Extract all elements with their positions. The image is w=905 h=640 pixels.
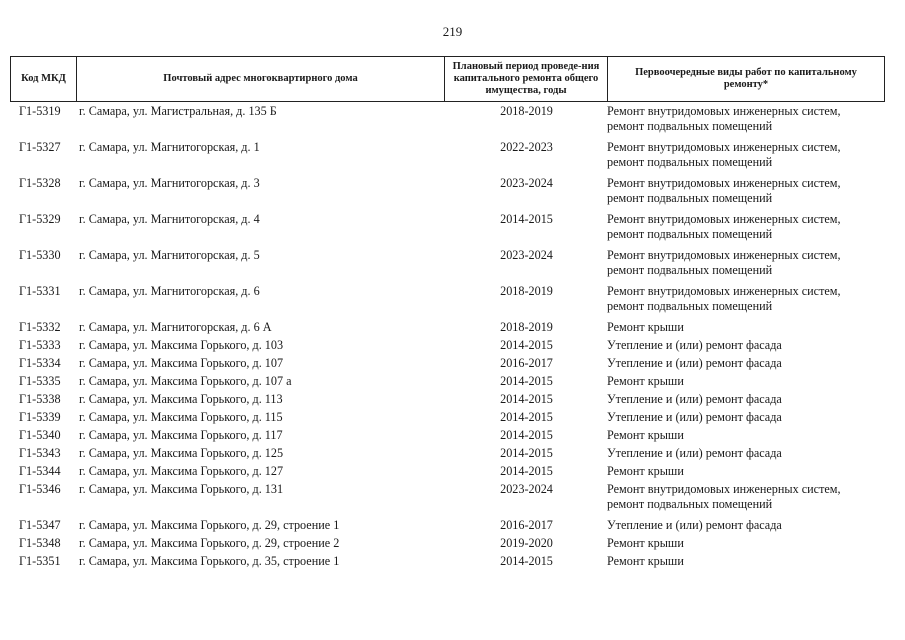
works-line: Ремонт крыши	[607, 428, 684, 442]
address-cell: г. Самара, ул. Магнитогорская, д. 6	[79, 284, 260, 298]
code-cell: Г1-5331	[19, 284, 61, 298]
address-cell: г. Самара, ул. Максима Горького, д. 107	[79, 356, 284, 370]
period-cell: 2019-2020	[500, 536, 553, 550]
period-cell: 2014-2015	[500, 554, 553, 568]
works-line: Утепление и (или) ремонт фасада	[607, 410, 782, 424]
works-cell	[607, 176, 841, 206]
works-cell	[607, 392, 782, 407]
header-code: Код МКД	[10, 57, 77, 101]
address-cell: г. Самара, ул. Максима Горького, д. 125	[79, 446, 284, 460]
works-line: Ремонт крыши	[607, 536, 684, 550]
code-cell: Г1-5339	[19, 410, 61, 424]
code-cell: Г1-5335	[19, 374, 61, 388]
address-cell: г. Самара, ул. Максима Горького, д. 103	[79, 338, 284, 352]
address-cell: г. Самара, ул. Максима Горького, д. 107 а	[79, 374, 292, 388]
period-cell: 2014-2015	[500, 410, 553, 424]
code-cell: Г1-5344	[19, 464, 61, 478]
works-line: ремонт подвальных помещений	[607, 497, 773, 511]
period-cell: 2018-2019	[500, 284, 553, 298]
works-cell	[607, 482, 841, 512]
works-line: ремонт подвальных помещений	[607, 155, 773, 169]
address-cell: г. Самара, ул. Максима Горького, д. 131	[79, 482, 284, 496]
works-cell	[607, 518, 782, 533]
code-cell: Г1-5319	[19, 104, 61, 118]
works-cell	[607, 356, 782, 371]
address-cell: г. Самара, ул. Магнитогорская, д. 6 А	[79, 320, 272, 334]
works-line: Ремонт крыши	[607, 554, 684, 568]
address-cell: г. Самара, ул. Магнитогорская, д. 3	[79, 176, 260, 190]
table-header	[10, 56, 885, 102]
address-cell: г. Самара, ул. Максима Горького, д. 127	[79, 464, 284, 478]
works-line: Ремонт внутридомовых инженерных систем,	[607, 248, 841, 262]
code-cell: Г1-5333	[19, 338, 61, 352]
address-cell: г. Самара, ул. Магнитогорская, д. 4	[79, 212, 260, 226]
code-cell: Г1-5348	[19, 536, 61, 550]
works-line: Утепление и (или) ремонт фасада	[607, 338, 782, 352]
address-cell: г. Самара, ул. Максима Горького, д. 117	[79, 428, 283, 442]
header-works: Первоочередные виды работ по капитальному ремонту*	[608, 57, 885, 101]
code-cell: Г1-5340	[19, 428, 61, 442]
period-cell: 2014-2015	[500, 446, 553, 460]
works-cell	[607, 464, 684, 479]
works-cell	[607, 284, 841, 314]
period-cell: 2016-2017	[500, 518, 553, 532]
period-cell: 2023-2024	[500, 248, 553, 262]
period-cell: 2014-2015	[500, 338, 553, 352]
period-cell: 2014-2015	[500, 392, 553, 406]
code-cell: Г1-5343	[19, 446, 61, 460]
works-line: Утепление и (или) ремонт фасада	[607, 446, 782, 460]
period-cell: 2023-2024	[500, 482, 553, 496]
works-line: Ремонт крыши	[607, 464, 684, 478]
works-line: Ремонт внутридомовых инженерных систем,	[607, 212, 841, 226]
address-cell: г. Самара, ул. Магнитогорская, д. 5	[79, 248, 260, 262]
code-cell: Г1-5330	[19, 248, 61, 262]
works-cell	[607, 104, 841, 134]
works-cell	[607, 410, 782, 425]
period-cell: 2023-2024	[500, 176, 553, 190]
works-line: ремонт подвальных помещений	[607, 299, 773, 313]
period-cell: 2018-2019	[500, 104, 553, 118]
period-cell: 2014-2015	[500, 464, 553, 478]
works-cell	[607, 140, 841, 170]
address-cell: г. Самара, ул. Максима Горького, д. 115	[79, 410, 283, 424]
works-line: Ремонт внутридомовых инженерных систем,	[607, 482, 841, 496]
period-cell: 2016-2017	[500, 356, 553, 370]
works-cell	[607, 554, 684, 569]
code-cell: Г1-5346	[19, 482, 61, 496]
period-cell: 2018-2019	[500, 320, 553, 334]
works-line: ремонт подвальных помещений	[607, 119, 773, 133]
works-line: ремонт подвальных помещений	[607, 263, 773, 277]
works-line: Ремонт крыши	[607, 320, 684, 334]
works-line: Утепление и (или) ремонт фасада	[607, 392, 782, 406]
code-cell: Г1-5334	[19, 356, 61, 370]
works-line: Ремонт внутридомовых инженерных систем,	[607, 140, 841, 154]
works-cell	[607, 428, 684, 443]
code-cell: Г1-5328	[19, 176, 61, 190]
works-cell	[607, 212, 841, 242]
address-cell: г. Самара, ул. Максима Горького, д. 113	[79, 392, 283, 406]
works-line: Ремонт внутридомовых инженерных систем,	[607, 176, 841, 190]
works-line: Ремонт внутридомовых инженерных систем,	[607, 284, 841, 298]
code-cell: Г1-5332	[19, 320, 61, 334]
header-address: Почтовый адрес многоквартирного дома	[77, 57, 445, 101]
period-cell: 2022-2023	[500, 140, 553, 154]
address-cell: г. Самара, ул. Максима Горького, д. 29, строение 1	[79, 518, 340, 532]
works-line: ремонт подвальных помещений	[607, 191, 773, 205]
period-cell: 2014-2015	[500, 374, 553, 388]
code-cell: Г1-5327	[19, 140, 61, 154]
page-number: 219	[442, 24, 463, 39]
address-cell: г. Самара, ул. Максима Горького, д. 35, строение 1	[79, 554, 340, 568]
works-cell	[607, 446, 782, 461]
period-cell: 2014-2015	[500, 212, 553, 226]
works-cell	[607, 374, 684, 389]
works-line: Утепление и (или) ремонт фасада	[607, 518, 782, 532]
address-cell: г. Самара, ул. Магнитогорская, д. 1	[79, 140, 260, 154]
works-line: Ремонт внутридомовых инженерных систем,	[607, 104, 841, 118]
works-line: Ремонт крыши	[607, 374, 684, 388]
works-line: ремонт подвальных помещений	[607, 227, 773, 241]
code-cell: Г1-5351	[19, 554, 61, 568]
address-cell: г. Самара, ул. Максима Горького, д. 29, строение 2	[79, 536, 340, 550]
code-cell: Г1-5347	[19, 518, 61, 532]
code-cell: Г1-5338	[19, 392, 61, 406]
header-period: Плановый период проведе-ния капитального ремонта общего имущества, годы	[445, 57, 608, 101]
works-cell	[607, 536, 684, 551]
works-cell	[607, 320, 684, 335]
code-cell: Г1-5329	[19, 212, 61, 226]
period-cell: 2014-2015	[500, 428, 553, 442]
works-cell	[607, 248, 841, 278]
address-cell: г. Самара, ул. Магистральная, д. 135 Б	[79, 104, 277, 118]
works-cell	[607, 338, 782, 353]
works-line: Утепление и (или) ремонт фасада	[607, 356, 782, 370]
